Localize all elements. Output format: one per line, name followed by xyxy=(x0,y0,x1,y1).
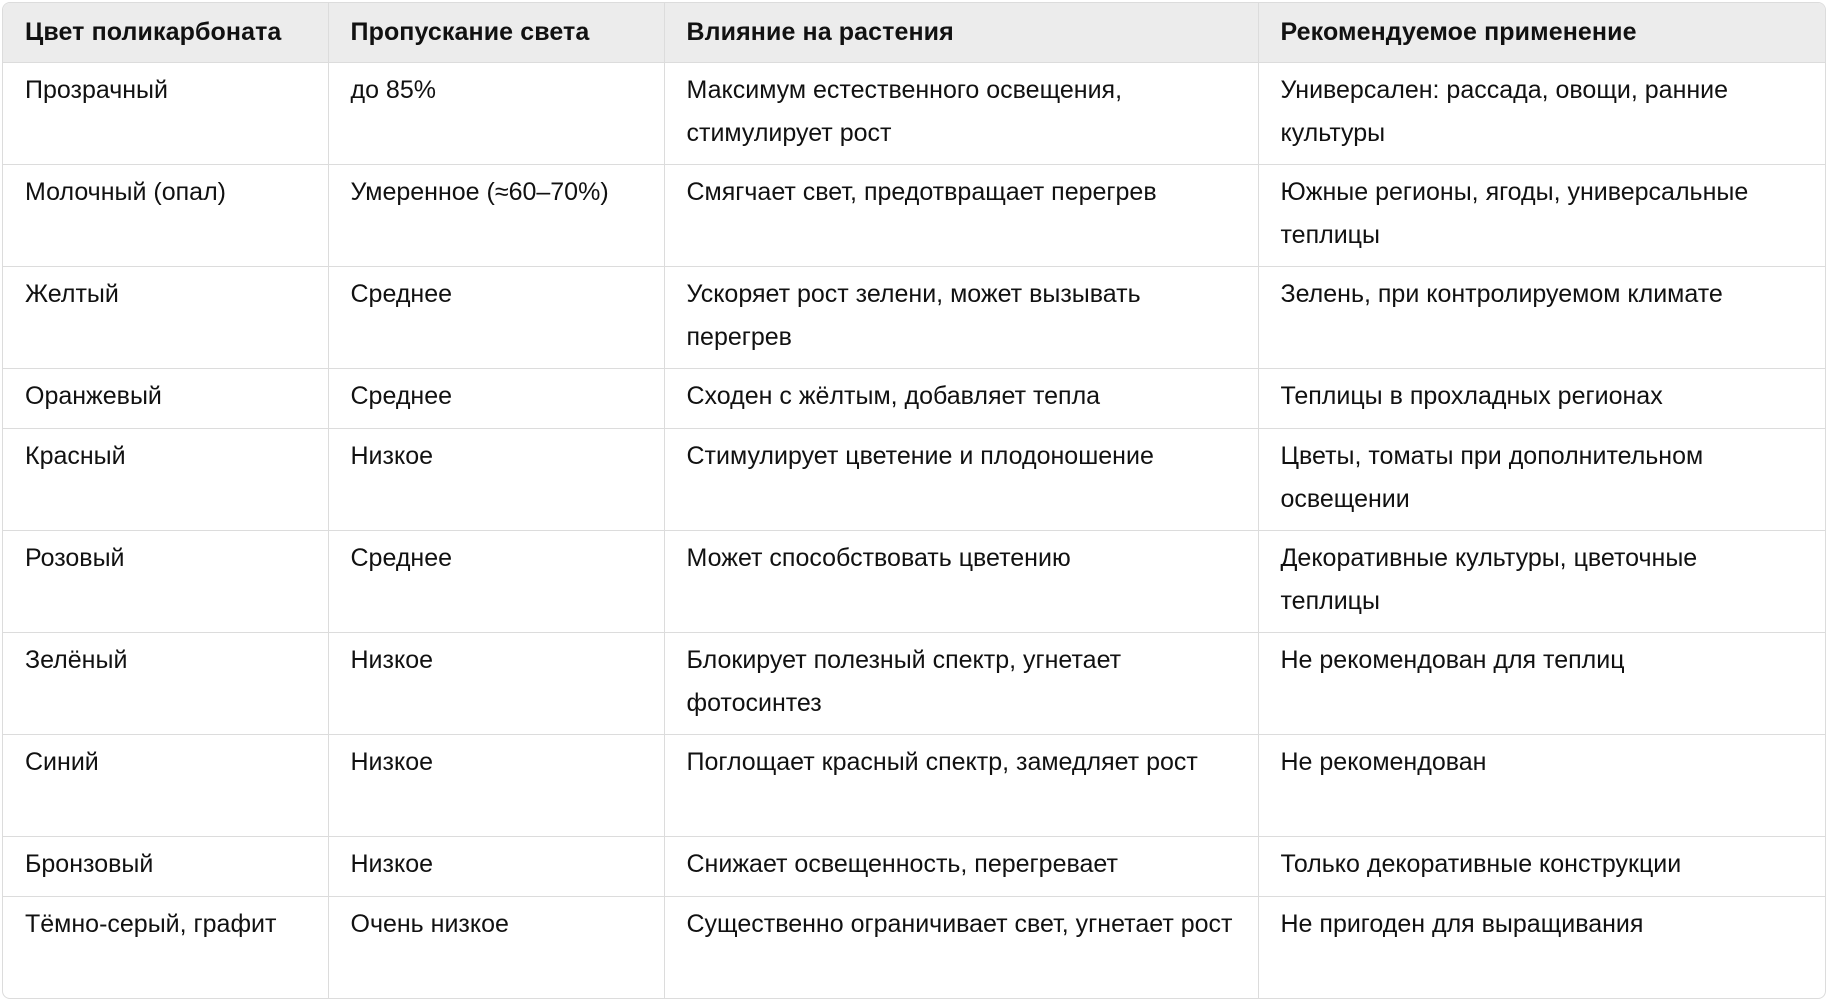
cell-light-transmission: Умеренное (≈60–70%) xyxy=(328,165,664,267)
cell-color: Синий xyxy=(3,735,328,837)
cell-light-transmission: Низкое xyxy=(328,633,664,735)
table-row xyxy=(3,735,1825,837)
cell-color: Бронзовый xyxy=(3,837,328,897)
cell-color: Тёмно-серый, графит xyxy=(3,897,328,999)
table-header-row xyxy=(3,3,1825,63)
cell-recommended-use: Не рекомендован для теплиц xyxy=(1258,633,1825,735)
cell-light-transmission: Низкое xyxy=(328,735,664,837)
cell-color: Оранжевый xyxy=(3,369,328,429)
cell-recommended-use: Цветы, томаты при дополнительном освещении xyxy=(1258,429,1825,531)
data-table xyxy=(3,3,1825,998)
cell-light-transmission: Среднее xyxy=(328,531,664,633)
table-row xyxy=(3,369,1825,429)
cell-plant-effect: Блокирует полезный спектр, угнетает фотосинтез xyxy=(664,633,1258,735)
table-row xyxy=(3,63,1825,165)
table-row xyxy=(3,633,1825,735)
cell-plant-effect: Смягчает свет, предотвращает перегрев xyxy=(664,165,1258,267)
table-row xyxy=(3,531,1825,633)
cell-plant-effect: Максимум естественного освещения, стимулирует рост xyxy=(664,63,1258,165)
table-row xyxy=(3,165,1825,267)
cell-light-transmission: Низкое xyxy=(328,837,664,897)
cell-plant-effect: Ускоряет рост зелени, может вызывать перегрев xyxy=(664,267,1258,369)
cell-plant-effect: Стимулирует цветение и плодоношение xyxy=(664,429,1258,531)
cell-color: Зелёный xyxy=(3,633,328,735)
cell-recommended-use: Зелень, при контролируемом климате xyxy=(1258,267,1825,369)
column-header-color: Цвет поликарбоната xyxy=(3,3,328,63)
table-row xyxy=(3,429,1825,531)
column-header-recommended-use: Рекомендуемое применение xyxy=(1258,3,1825,63)
table-row xyxy=(3,897,1825,999)
cell-light-transmission: Низкое xyxy=(328,429,664,531)
column-header-light-transmission: Пропускание света xyxy=(328,3,664,63)
cell-recommended-use: Не рекомендован xyxy=(1258,735,1825,837)
cell-recommended-use: Декоративные культуры, цветочные теплицы xyxy=(1258,531,1825,633)
cell-plant-effect: Может способствовать цветению xyxy=(664,531,1258,633)
table-row xyxy=(3,267,1825,369)
column-header-plant-effect: Влияние на растения xyxy=(664,3,1258,63)
cell-recommended-use: Южные регионы, ягоды, универсальные теплицы xyxy=(1258,165,1825,267)
cell-light-transmission: Очень низкое xyxy=(328,897,664,999)
cell-light-transmission: Среднее xyxy=(328,369,664,429)
table-row xyxy=(3,837,1825,897)
cell-plant-effect: Поглощает красный спектр, замедляет рост xyxy=(664,735,1258,837)
cell-color: Молочный (опал) xyxy=(3,165,328,267)
cell-color: Желтый xyxy=(3,267,328,369)
cell-recommended-use: Только декоративные конструкции xyxy=(1258,837,1825,897)
cell-plant-effect: Сходен с жёлтым, добавляет тепла xyxy=(664,369,1258,429)
cell-recommended-use: Теплицы в прохладных регионах xyxy=(1258,369,1825,429)
cell-light-transmission: до 85% xyxy=(328,63,664,165)
cell-plant-effect: Снижает освещенность, перегревает xyxy=(664,837,1258,897)
cell-color: Красный xyxy=(3,429,328,531)
cell-light-transmission: Среднее xyxy=(328,267,664,369)
cell-color: Розовый xyxy=(3,531,328,633)
cell-plant-effect: Существенно ограничивает свет, угнетает рост xyxy=(664,897,1258,999)
cell-color: Прозрачный xyxy=(3,63,328,165)
cell-recommended-use: Не пригоден для выращивания xyxy=(1280,910,1644,938)
polycarbonate-color-table xyxy=(2,2,1826,999)
cell-recommended-use: Универсален: рассада, овощи, ранние культуры xyxy=(1258,63,1825,165)
